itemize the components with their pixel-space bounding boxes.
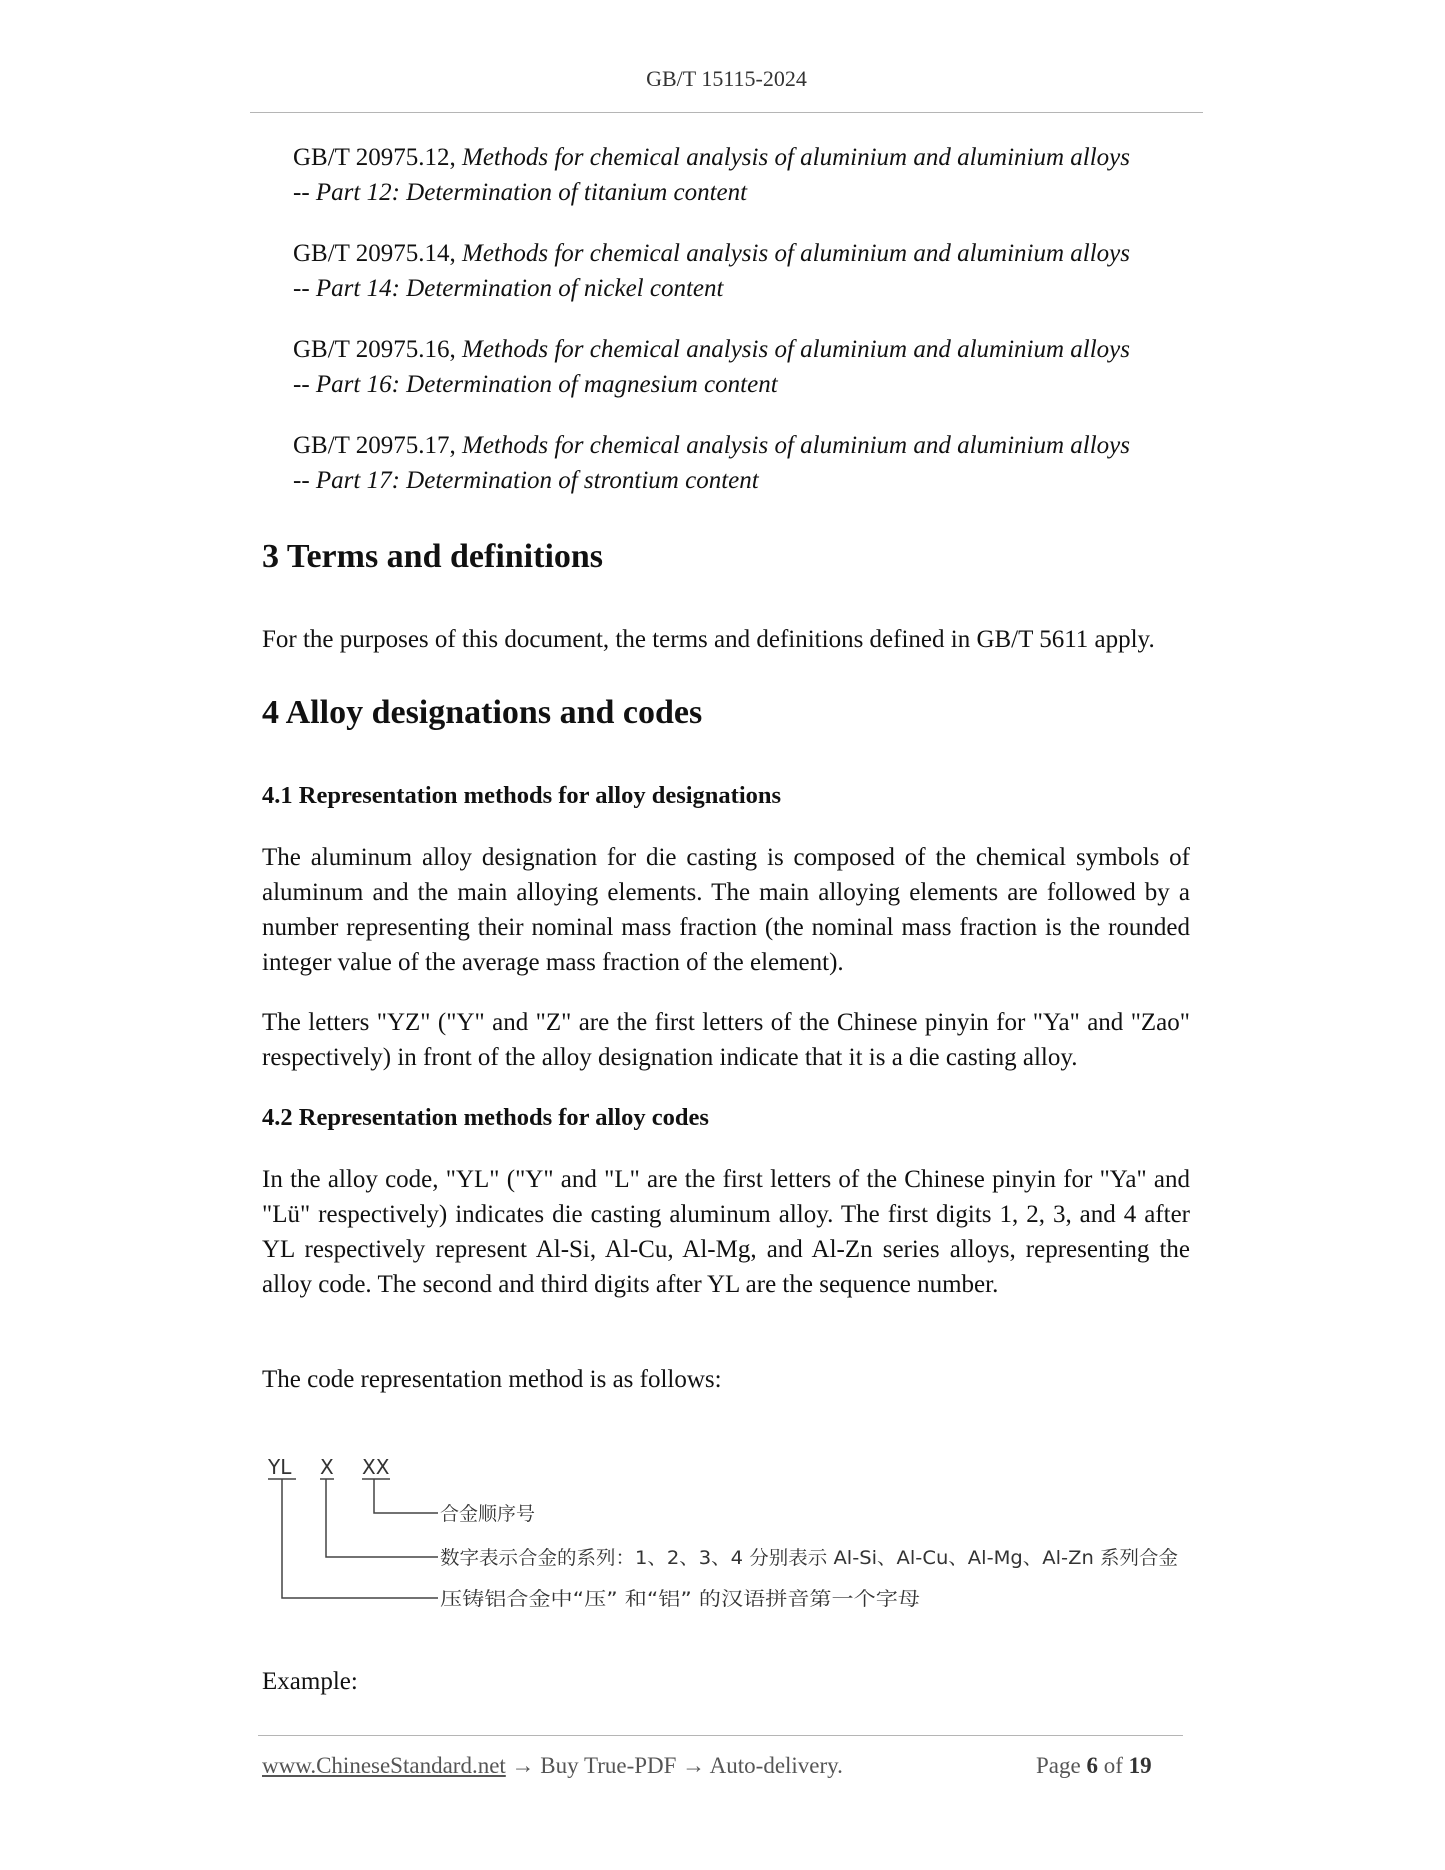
sequence-connector bbox=[374, 1479, 438, 1513]
example-label: Example: bbox=[262, 1668, 358, 1695]
diagram-part-xx: XX bbox=[362, 1455, 390, 1479]
section-3-heading: 3 Terms and definitions bbox=[262, 538, 604, 575]
subsection-4-1-heading: 4.1 Representation methods for alloy designations bbox=[262, 782, 782, 809]
reference-title: Methods for chemical analysis of aluminium and aluminium alloys bbox=[462, 240, 1131, 267]
section-4-heading: 4 Alloy designations and codes bbox=[262, 694, 703, 731]
subsection-4-2-para-1: In the alloy code, "YL" ("Y" and "L" are the first letters of the Chinese pinyin for "Ya" and "Lü" respectively) indicates die casting aluminum alloy. The first digits 1, 2, 3, and 4 after YL respectively represent Al-Si, Al-Cu, Al-Mg, and Al-Zn series alloys, representing the alloy code. The second and third digits after YL are the sequence number. bbox=[262, 1166, 1190, 1298]
alloy-code-diagram bbox=[262, 1445, 1202, 1615]
prefix-connector bbox=[282, 1479, 438, 1598]
reference-code: GB/T 20975.16, bbox=[293, 336, 456, 363]
of-word: of bbox=[1103, 1753, 1123, 1778]
header-divider bbox=[250, 112, 1203, 113]
footer-promo bbox=[262, 1753, 843, 1779]
diagram-label-series: 数字表示合金的系列：1、2、3、4 分别表示 Al-Si、Al-Cu、Al-Mg、Al-Zn 系列合金 bbox=[440, 1547, 1178, 1569]
subsection-4-2-heading: 4.2 Representation methods for alloy codes bbox=[262, 1104, 709, 1131]
reference-title: Methods for chemical analysis of aluminium and aluminium alloys bbox=[462, 336, 1131, 363]
subsection-4-1-para-2: The letters "YZ" ("Y" and "Z" are the first letters of the Chinese pinyin for "Ya" and "Zao" respectively) in front of the alloy designation indicate that it is a die casting alloy. bbox=[262, 1009, 1190, 1071]
diagram-label-sequence: 合金顺序号 bbox=[440, 1503, 536, 1525]
page-indicator bbox=[1036, 1753, 1152, 1779]
reference-item bbox=[293, 140, 1193, 210]
reference-item bbox=[293, 236, 1193, 306]
reference-title: Methods for chemical analysis of aluminium and aluminium alloys bbox=[462, 144, 1131, 171]
footer-divider bbox=[258, 1735, 1183, 1736]
section-3-body: For the purposes of this document, the terms and definitions defined in GB/T 5611 apply. bbox=[262, 626, 1155, 653]
reference-title-cont: -- Part 16: Determination of magnesium content bbox=[293, 371, 778, 398]
reference-title-cont: -- Part 17: Determination of strontium content bbox=[293, 467, 759, 494]
reference-title-cont: -- Part 14: Determination of nickel content bbox=[293, 275, 724, 302]
reference-code: GB/T 20975.17, bbox=[293, 432, 456, 459]
reference-item bbox=[293, 332, 1193, 402]
reference-item bbox=[293, 428, 1193, 498]
diagram-part-x: X bbox=[320, 1455, 334, 1479]
reference-title-cont: -- Part 12: Determination of titanium content bbox=[293, 179, 748, 206]
current-page-number: 6 bbox=[1086, 1753, 1098, 1778]
subsection-4-2-para-2: The code representation method is as follows: bbox=[262, 1366, 722, 1393]
promo-text: → Buy True-PDF → Auto-delivery. bbox=[505, 1753, 843, 1778]
subsection-4-1-para-1: The aluminum alloy designation for die casting is composed of the chemical symbols of aluminum and the main alloying elements. The main alloying elements are followed by a number representing their nominal mass fraction (the nominal mass fraction is the rounded integer value of the average mass fraction of the element). bbox=[262, 844, 1190, 976]
page-word: Page bbox=[1036, 1753, 1081, 1778]
running-header: GB/T 15115-2024 bbox=[646, 66, 807, 91]
reference-title: Methods for chemical analysis of aluminium and aluminium alloys bbox=[462, 432, 1131, 459]
total-page-count: 19 bbox=[1128, 1753, 1152, 1778]
site-link[interactable]: www.ChineseStandard.net bbox=[262, 1753, 506, 1778]
series-connector bbox=[326, 1479, 438, 1557]
reference-code: GB/T 20975.14, bbox=[293, 240, 456, 267]
reference-code: GB/T 20975.12, bbox=[293, 144, 456, 171]
diagram-label-prefix: 压铸铝合金中“压” 和“铝” 的汉语拼音第一个字母 bbox=[440, 1588, 920, 1610]
diagram-part-yl: YL bbox=[268, 1455, 292, 1479]
